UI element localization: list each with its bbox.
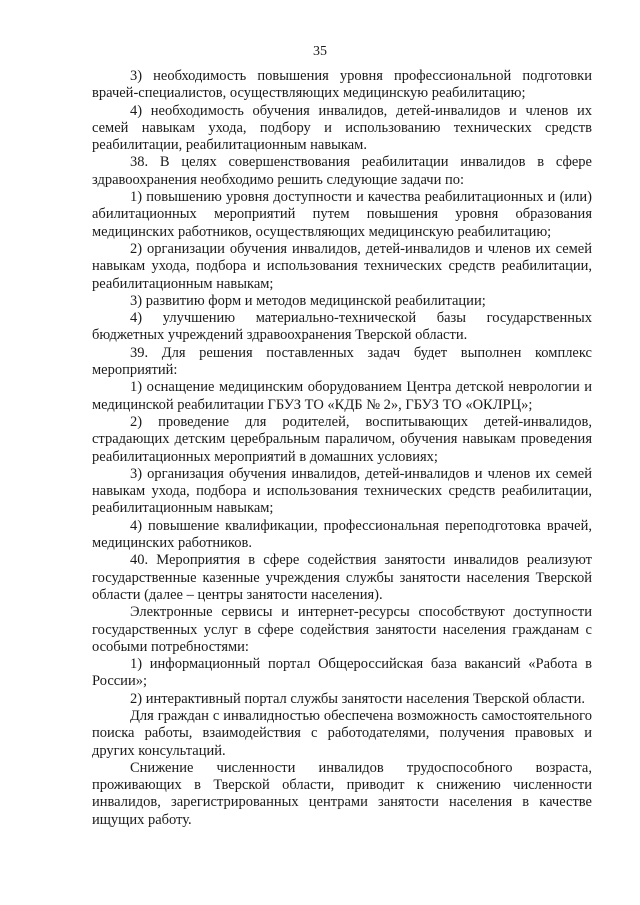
paragraph: 40. Мероприятия в сфере содействия занятости инвалидов реализуют государственные казенные учреждения службы занятости населения Тверской области (далее – центры занятости населения). [92,552,592,603]
paragraph: 1) повышению уровня доступности и качества реабилитационных и (или) абилитационных мероприятий путем повышения уровня образования медицинских работников, осуществляющих медицинскую реабилитацию; [92,189,592,240]
paragraph: 38. В целях совершенствования реабилитации инвалидов в сфере здравоохранения необходимо решить следующие задачи по: [92,154,592,188]
document-body [92,68,592,829]
paragraph: Снижение численности инвалидов трудоспособного возраста, проживающих в Тверской области, приводит к снижению численности инвалидов, зарегистрированных центрами занятости населения в качестве ищущих работу. [92,759,592,828]
page-number: 35 [313,44,327,59]
paragraph: 3) развитию форм и методов медицинской реабилитации; [130,292,486,309]
paragraph: 4) повышение квалификации, профессиональная переподготовка врачей, медицинских работников. [92,517,592,552]
paragraph: Электронные сервисы и интернет-ресурсы способствуют доступности государственных услуг в сфере содействия занятости населения гражданам с особыми потребностями: [92,604,592,655]
paragraph: 3) необходимость повышения уровня профессиональной подготовки врачей-специалистов, осуществляющих медицинскую реабилитацию; [92,68,592,102]
paragraph: 39. Для решения поставленных задач будет выполнен комплекс мероприятий: [92,344,592,379]
paragraph: 1) информационный портал Общероссийская база вакансий «Работа в России»; [92,656,592,690]
paragraph: 4) улучшению материально-технической базы государственных бюджетных учреждений здравоохранения Тверской области. [92,310,592,344]
paragraph: Для граждан с инвалидностью обеспечена возможность самостоятельного поиска работы, взаимодействия с работодателями, получения правовых и других консультаций. [92,707,592,759]
paragraph: 2) проведение для родителей, воспитывающих детей-инвалидов, страдающих детским церебральным параличом, обучения навыкам проведения реабилитационных мероприятий в домашних условиях; [92,413,592,465]
paragraph: 4) необходимость обучения инвалидов, детей-инвалидов и членов их семей навыкам ухода, подбору и использованию технических средств реабилитации, реабилитационным навыкам. [92,102,592,154]
paragraph: 1) оснащение медицинским оборудованием Центра детской неврологии и медицинской реабилитации ГБУЗ ТО «КДБ № 2», ГБУЗ ТО «ОКЛРЦ»; [92,379,592,413]
paragraph: 2) интерактивный портал службы занятости населения Тверской области. [130,690,585,707]
paragraph: 2) организации обучения инвалидов, детей-инвалидов и членов их семей навыкам ухода, подбора и использования технических средств реабилитации, реабилитационным навыкам; [92,240,592,292]
paragraph: 3) организация обучения инвалидов, детей-инвалидов и членов их семей навыкам ухода, подбора и использования технических средств реабилитации, реабилитационным навыкам; [92,465,592,517]
